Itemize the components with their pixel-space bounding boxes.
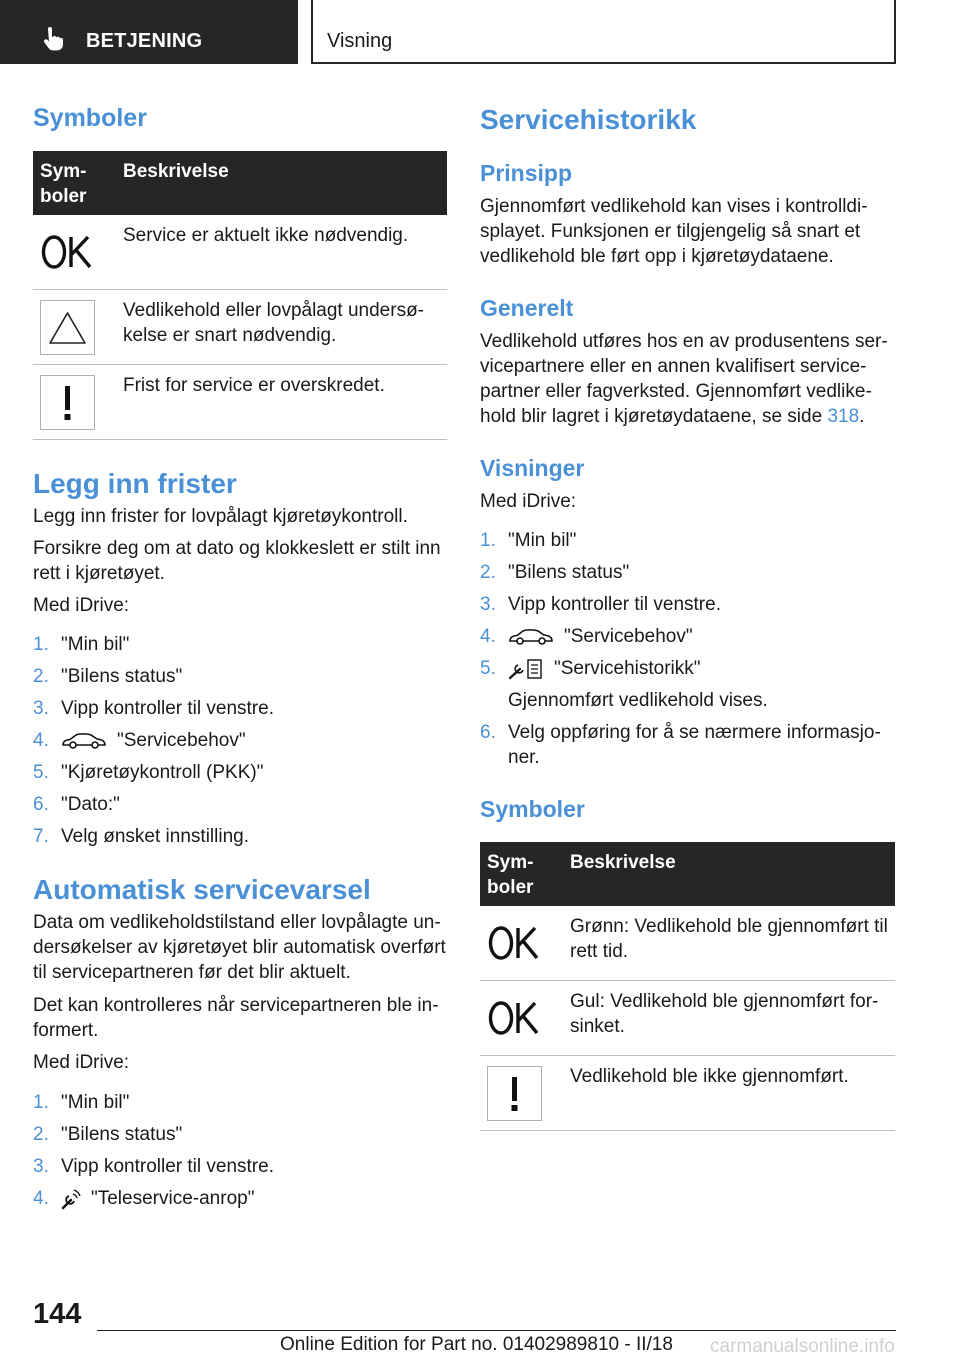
list-item: 4. "Servicebehov"	[480, 626, 693, 647]
table-cell-description: Grønn: Vedlikehold ble gjennomført til rett tid.	[570, 916, 888, 962]
chapter-title: Visning	[327, 30, 393, 52]
list-item: 1. "Min bil"	[480, 530, 577, 551]
service-history-heading: Servicehistorikk	[480, 104, 697, 135]
list-item: 4. "Servicebehov"	[33, 730, 246, 751]
list-item: 3. Vipp kontroller til venstre.	[480, 594, 721, 615]
ok-symbol	[487, 991, 542, 1046]
deadlines-paragraph: Legg inn frister for lovpålagt kjøretøykontroll.	[33, 506, 408, 527]
symbols-table	[33, 151, 447, 440]
general-heading: Generelt	[480, 295, 574, 321]
ok-icon	[487, 916, 542, 971]
table-header-description: Beskrivelse	[570, 852, 676, 873]
auto-service-paragraph: Det kan kontrolleres når servicepartneren ble in- formert.	[33, 995, 439, 1041]
page-reference-link[interactable]: 318	[827, 406, 860, 427]
list-item: 5. "Kjøretøykontroll (PKK)"	[33, 762, 264, 783]
table-row	[33, 290, 447, 365]
table-row	[480, 981, 895, 1056]
table-row	[33, 215, 447, 290]
list-item: 7. Velg ønsket innstilling.	[33, 826, 249, 847]
table-header-description: Beskrivelse	[123, 161, 229, 182]
hand-pointer-icon	[40, 26, 66, 52]
list-item: 1. "Min bil"	[33, 1092, 130, 1113]
symbols-heading: Symboler	[33, 104, 147, 132]
table-header	[33, 151, 447, 215]
symbols-heading: Symboler	[480, 796, 585, 822]
exclamation-icon	[40, 375, 95, 430]
deadlines-paragraph: Med iDrive:	[33, 595, 130, 616]
footer-divider	[97, 1330, 896, 1331]
deadlines-heading: Legg inn frister	[33, 468, 237, 499]
ok-icon	[40, 225, 95, 280]
list-item: 6. "Dato:"	[33, 794, 120, 815]
list-item: 2. "Bilens status"	[33, 1124, 183, 1145]
table-cell-description: Service er aktuelt ikke nødvendig.	[123, 225, 409, 246]
warning-triangle-icon	[40, 300, 95, 355]
chapter-header	[311, 0, 896, 64]
views-heading: Visninger	[480, 455, 585, 481]
deadlines-paragraph: Forsikre deg om at dato og klokkeslett er stilt inn rett i kjøretøyet.	[33, 538, 441, 584]
list-item: 2. "Bilens status"	[480, 562, 630, 583]
section-tab	[0, 0, 298, 64]
views-paragraph: Med iDrive:	[480, 491, 577, 512]
table-cell-description: Frist for service er overskredet.	[123, 375, 385, 396]
list-item: 3. Vipp kontroller til venstre.	[33, 1156, 274, 1177]
list-item: Gjennomført vedlikehold vises.	[508, 690, 768, 711]
table-cell-description: Vedlikehold eller lovpålagt undersø- kelse er snart nødvendig.	[123, 300, 425, 346]
table-header	[480, 842, 895, 906]
table-header-symbols: Sym- boler	[487, 852, 534, 898]
list-item: 1. "Min bil"	[33, 634, 130, 655]
footer-edition: Online Edition for Part no. 01402989810 - II/18	[280, 1334, 673, 1355]
page-number: 144	[33, 1298, 82, 1330]
wrench-signal-icon	[61, 1188, 81, 1210]
footer-watermark: carmanualsonline.info	[710, 1336, 895, 1357]
exclamation-icon	[487, 1066, 542, 1121]
symbols-table	[480, 842, 895, 1131]
car-icon	[508, 627, 554, 647]
list-item: 4. "Teleservice-anrop"	[33, 1188, 255, 1209]
ok-icon	[487, 991, 542, 1046]
list-item: 2. "Bilens status"	[33, 666, 183, 687]
table-row	[480, 1056, 895, 1131]
principle-paragraph: Gjennomført vedlikehold kan vises i kontrolldi- splayet. Funksjonen er tilgjengelig så snart et vedlikehold ble ført opp i kjøretøydataene.	[480, 196, 868, 267]
principle-heading: Prinsipp	[480, 160, 573, 186]
auto-service-steps	[33, 1090, 447, 1218]
table-cell-description: Gul: Vedlikehold ble gjennomført for- sinket.	[570, 991, 879, 1037]
section-tab-label: BETJENING	[86, 30, 203, 52]
table-header-symbols: Sym- boler	[40, 161, 87, 207]
auto-service-paragraph: Data om vedlikeholdstilstand eller lovpålagte un- dersøkelser av kjøretøyet blir automatisk overført til servicepartneren før det blir aktuelt.	[33, 912, 446, 983]
list-item: 3. Vipp kontroller til venstre.	[33, 698, 274, 719]
car-icon	[61, 731, 107, 751]
views-steps	[480, 528, 895, 778]
ok-symbol	[487, 916, 542, 971]
auto-service-paragraph: Med iDrive:	[33, 1052, 130, 1073]
list-item: 5. "Servicehistorikk"	[480, 658, 701, 679]
table-row	[480, 906, 895, 981]
auto-service-heading: Automatisk servicevarsel	[33, 874, 371, 905]
table-row	[33, 365, 447, 440]
ok-symbol	[40, 225, 95, 280]
deadlines-steps	[33, 632, 447, 856]
service-history-icon	[508, 658, 544, 680]
general-paragraph: Vedlikehold utføres hos en av produsentens ser- vicepartnere eller en annen kvalifisert service- partner eller fagverksted. Gjennomført vedlike- hold blir lagret i kjøretøydataene, se side 318.	[480, 331, 888, 427]
table-cell-description: Vedlikehold ble ikke gjennomført.	[570, 1066, 849, 1087]
list-item: 6. Velg oppføring for å se nærmere informasjo- ner.	[480, 722, 881, 768]
